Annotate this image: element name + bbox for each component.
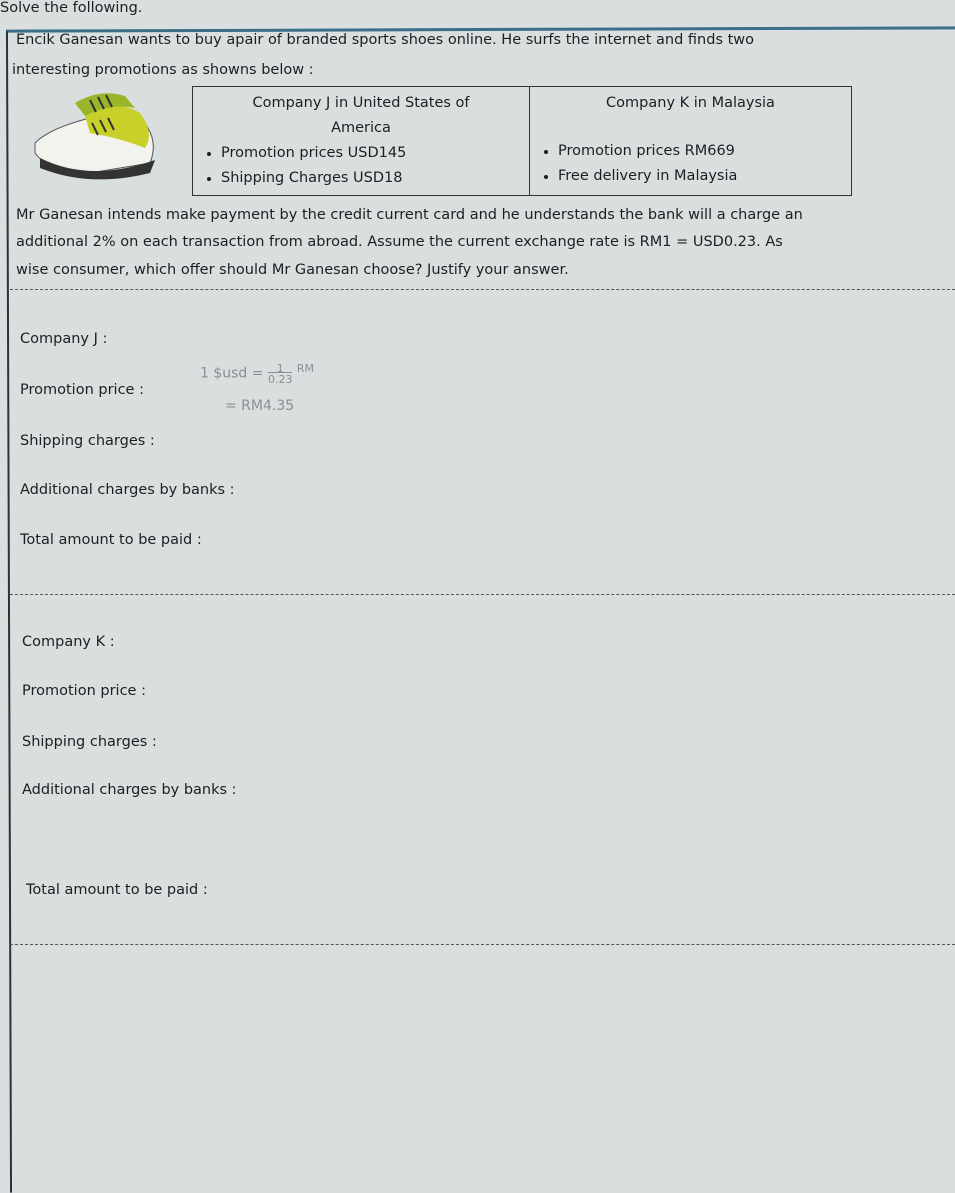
company-j-total-label: Total amount to be paid : [20,532,202,548]
question-line-1: Encik Ganesan wants to buy apair of branded sports shoes online. He surfs the internet and finds two [16,32,755,48]
company-k-list [538,139,843,189]
question-frame [6,26,955,1192]
divider [10,289,955,290]
divider [10,594,955,595]
company-j-list [201,141,521,191]
para-line-3: wise consumer, which offer should Mr Ganesan choose? Justify your answer. [16,262,569,278]
promotions-table [192,86,852,196]
company-k-price: • Promotion prices RM669 [558,139,843,164]
para-line-1: Mr Ganesan intends make payment by the credit current card and he understands the bank will a charge an [16,207,803,223]
company-k-delivery: • Free delivery in Malaysia [558,164,843,189]
hand-denominator: 0.23 [267,372,293,386]
company-j-shipping-label: Shipping charges : [20,433,155,449]
company-k-shipping-label: Shipping charges : [22,734,157,750]
company-j-heading: Company J : [20,331,108,347]
hand-unit: RM [296,362,315,375]
company-j-title-line1: Company J in United States of [252,95,470,111]
divider [10,944,955,945]
company-k-cell [530,87,852,196]
company-j-price: • Promotion prices USD145 [221,141,521,166]
company-j-bank-label: Additional charges by banks : [20,482,235,498]
company-k-total-label: Total amount to be paid : [26,882,208,898]
question-line-2: interesting promotions as showns below : [12,62,314,78]
handwritten-result: = RM4.35 [225,398,295,414]
company-j-title-line2: America [331,120,391,136]
instruction-heading: Solve the following. [0,0,143,16]
company-k-title: Company K in Malaysia [606,95,775,111]
company-j-cell [193,87,530,196]
company-j-promotion-label: Promotion price : [20,382,144,398]
company-k-heading: Company K : [22,634,115,650]
hand-lhs: 1 $usd = [200,365,264,382]
company-k-promotion-label: Promotion price : [22,683,146,699]
para-line-2: additional 2% on each transaction from abroad. Assume the current exchange rate is RM1 = USD0.23. As [16,234,783,250]
handwritten-conversion [200,362,314,385]
company-j-shipping: • Shipping Charges USD18 [221,166,521,191]
hand-fraction [268,363,293,385]
company-j-title [201,91,521,141]
hand-numerator: 1 [276,361,284,375]
company-k-bank-label: Additional charges by banks : [22,782,237,798]
sports-shoes-image [30,88,170,192]
